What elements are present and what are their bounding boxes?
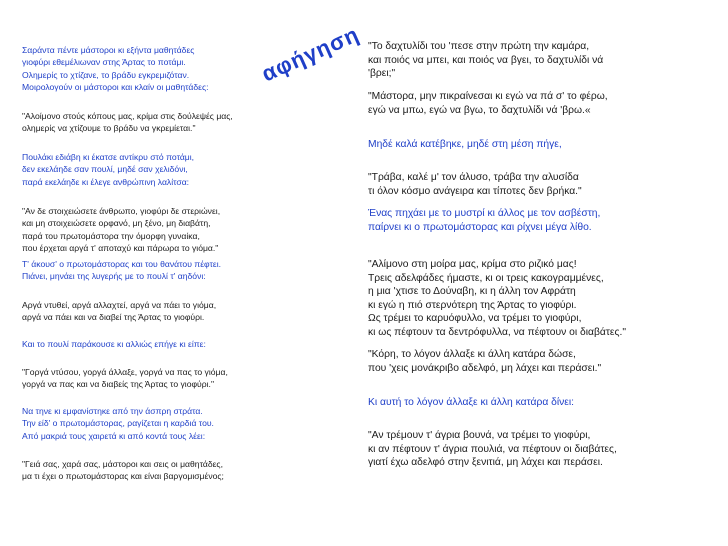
- stanza-left-7: Και το πουλί παράκουσε κι αλλιώς επήγε κι είπε:: [22, 339, 206, 349]
- stanza-right-5: Ένας πηχάει με το μυστρί κι άλλος με τον ασβέστη, παίρνει κι ο πρωτομάστορας και ρίχνει μέγα λίθο.: [368, 208, 601, 233]
- stanza-right-8: Κι αυτή το λόγον άλλαξε κι άλλη κατάρα δίνει:: [368, 397, 575, 408]
- stanza-right-6: "Αλίμονο στη μοίρα μας, κρίμα στο ριζικό μας! Τρεις αδελφάδες ήμαστε, κι οι τρεις κακογραμμένες, η μια 'χτισε το Δούναβη, κι η άλλη τον Αφράτη κι εγώ η πιό στερνότερη της Άρτας το γιοφύρι. Ως τρέμει το καρυόφυλλο, να τρέμει το γιοφύρι, κι ως πέφτουν τα δεντρόφυλλα, να πέφτουν οι διαβάτες.": [368, 259, 626, 338]
- stanza-right-3: Μηδέ καλά κατέβηκε, μηδέ στη μέση πήγε,: [368, 139, 562, 150]
- stanza-left-5: Τ' άκουσ' ο πρωτομάστορας και του θανάτου πέφτει. Πιάνει, μηνάει της λυγερής με το πουλί τ' αηδόνι:: [22, 259, 222, 282]
- stanza-right-7: "Κόρη, το λόγον άλλαξε κι άλλη κατάρα δώσε, που 'χεις μονάκριβο αδελφό, μη λάχει και περάσει.": [368, 349, 602, 374]
- stanza-right-2: "Μάστορα, μην πικραίνεσαι κι εγώ να πά σ' το φέρω, εγώ να μπω, εγώ να βγω, το δαχτυλίδι νά 'βρω.«: [368, 91, 608, 116]
- stanza-left-9: Να τηνε κι εμφανίστηκε από την άσπρη στράτα. Την είδ' ο πρωτομάστορας, ραγίζεται η καρδιά του. Από μακριά τους χαιρετά κι από κοντά τους λέει:: [22, 406, 214, 441]
- stanza-left-4: "Αν δε στοιχειώσετε άνθρωπο, γιοφύρι δε στεριώνει, και μη στοιχειώσετε ορφανό, μη ξένο, μη διαβάτη, παρά του πρωτομάστορα την όμορφη γυναίκα, που έρχεται αργά τ' αποταχύ και πάρωρα το γιόμα.": [22, 206, 221, 254]
- page-title: αφήγηση: [257, 21, 363, 87]
- stanza-left-6: Αργά ντυθεί, αργά αλλαχτεί, αργά να πάει το γιόμα, αργά να πάει και να διαβεί της Άρτας το γιοφύρι.: [22, 300, 217, 323]
- stanza-left-2: "Αλοίμονο στούς κόπους μας, κρίμα στις δούλεψές μας, ολημερίς να χτίζουμε το βράδυ να γκρεμίεται.": [22, 111, 233, 134]
- stanza-left-3: Πουλάκι εδιάβη κι έκατσε αντίκρυ στό ποτάμι, δεν εκελάηδε σαν πουλί, μηδέ σαν χελιδόνι, παρά εκελάηδε κι έλεγε ανθρώπινη λαλίτσα:: [22, 152, 195, 187]
- stanza-left-1: Σαράντα πέντε μάστοροι κι εξήντα μαθητάδες γιοφύρι εθεμέλιωναν στης Άρτας το ποτάμι. Ολημερίς το χτίζανε, το βράδυ εγκρεμιζόταν. Μοιρολογούν οι μάστοροι και κλαίν οι μαθητάδες:: [22, 45, 209, 93]
- stanza-left-8: "Γοργά ντύσου, γοργά άλλαξε, γοργά να πας το γιόμα, γοργά να πας και να διαβείς της Άρτας το γιοφύρι.": [22, 367, 228, 390]
- stanza-left-10: "Γειά σας, χαρά σας, μάστοροι και σεις οι μαθητάδες, μα τι έχει ο πρωτομάστορας και είναι βαργομισμένος;: [22, 459, 224, 482]
- stanza-right-4: "Τράβα, καλέ μ' τον άλυσο, τράβα την αλυσίδα τι όλον κόσμο ανάγειρα και τίποτες δεν βρήκα.": [368, 172, 582, 197]
- stanza-right-9: "Αν τρέμουν τ' άγρια βουνά, να τρέμει το γιοφύρι, κι αν πέφτουν τ' άγρια πουλιά, να πέφτουν οι διαβάτες, γιατί έχω αδελφό στην ξενιτιά, μη λάχει και περάσει.: [368, 430, 617, 469]
- stanza-right-1: "Το δαχτυλίδι του 'πεσε στην πρώτη την καμάρα, και ποιός να μπει, και ποιός να βγει, το δαχτυλίδι νά 'βρει;": [368, 41, 604, 80]
